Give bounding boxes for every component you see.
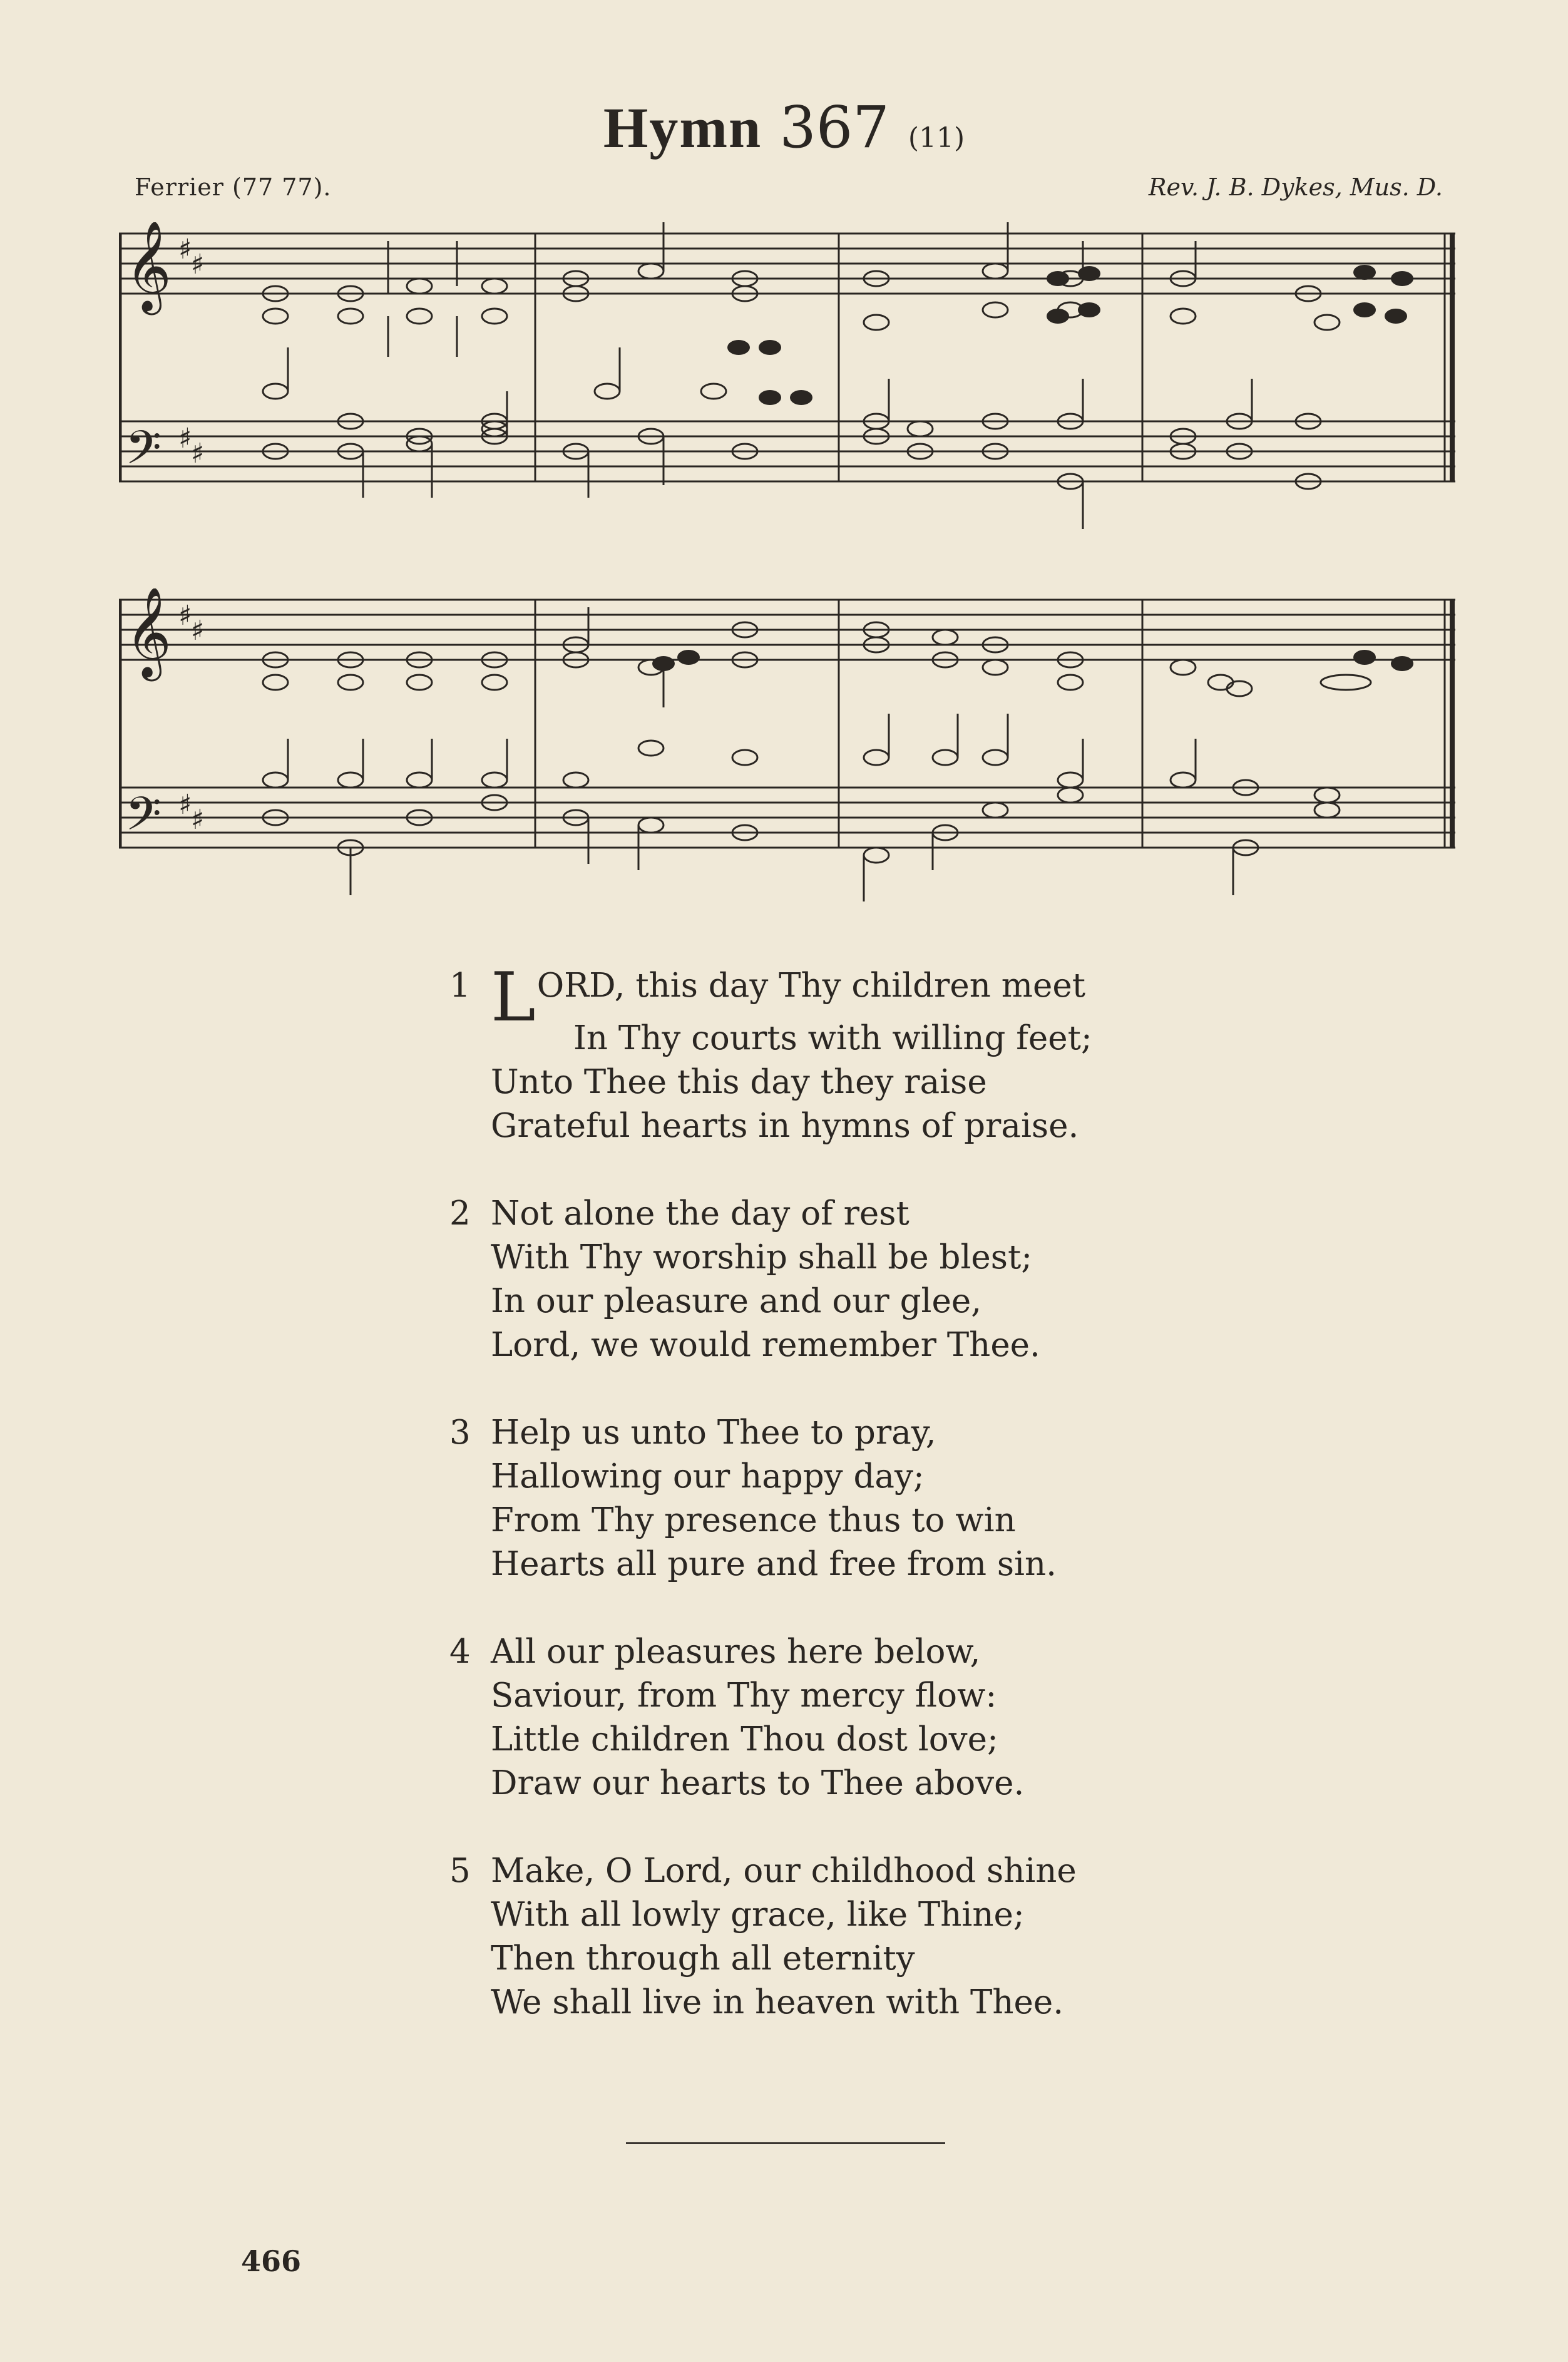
verse-line (449, 1849, 1092, 1893)
verse-line: With Thy worship shall be blest; (491, 1238, 1033, 1276)
verse-1 (449, 958, 1092, 1148)
score-system-2 (119, 588, 1455, 901)
sharp-icon: ♯ (178, 423, 192, 454)
verse-line: In our pleasure and our glee, (491, 1282, 982, 1320)
sharp-icon: ♯ (178, 234, 192, 265)
verse-number: 5 (449, 1852, 471, 1890)
verse-line (449, 1630, 1092, 1674)
hymn-heading (0, 94, 1568, 161)
verse-line (449, 958, 1092, 1037)
verse-5 (449, 1849, 1092, 2025)
verse-line-text: All our pleasures here below, (491, 1633, 981, 1671)
sharp-icon: ♯ (178, 600, 192, 632)
drop-cap: L (491, 958, 536, 1037)
hymn-verses (449, 958, 1092, 2068)
score-system-1 (119, 222, 1455, 535)
verse-line: In Thy courts with willing feet; (573, 1019, 1092, 1057)
verse-number: 2 (449, 1194, 471, 1233)
verse-line: Draw our hearts to Thee above. (491, 1764, 1025, 1802)
hymn-variant: (11) (908, 122, 965, 154)
hymn-number: 367 (779, 94, 889, 161)
bass-clef-icon: 𝄢 (125, 421, 161, 486)
verse-number: 1 (449, 967, 471, 1005)
verse-line-text: Help us unto Thee to pray, (491, 1414, 936, 1452)
music-system-2 (119, 588, 1455, 901)
verse-3 (449, 1411, 1092, 1586)
treble-clef-icon: 𝄞 (125, 222, 172, 311)
bass-clef-icon: 𝄢 (125, 787, 161, 853)
verse-line-text: Not alone the day of rest (491, 1194, 910, 1233)
verse-4 (449, 1630, 1092, 1805)
verse-number: 3 (449, 1414, 471, 1452)
music-system-1 (119, 222, 1455, 535)
treble-clef-icon: 𝄞 (125, 588, 172, 677)
sharp-icon: ♯ (191, 615, 205, 647)
sharp-icon: ♯ (191, 249, 205, 280)
verse-line: Unto Thee this day they raise (491, 1063, 987, 1101)
sharp-icon: ♯ (191, 804, 205, 836)
verse-line: Little children Thou dost love; (491, 1720, 998, 1759)
verse-line: From Thy presence thus to win (491, 1501, 1016, 1539)
verse-line: Saviour, from Thy mercy flow: (491, 1677, 997, 1715)
verse-number: 4 (449, 1633, 471, 1671)
verse-line: Hearts all pure and free from sin. (491, 1545, 1057, 1583)
page-number: 466 (241, 2244, 302, 2278)
sharp-icon: ♯ (191, 438, 205, 470)
hymn-title: Hymn (603, 96, 762, 160)
verse-line: Then through all eternity (491, 1939, 915, 1978)
verse-line: Grateful hearts in hymns of praise. (491, 1107, 1079, 1145)
verse-line-text: ORD, this day Thy children meet (536, 967, 1086, 1005)
verse-line: Hallowing our happy day; (491, 1457, 925, 1496)
verse-line (449, 1192, 1092, 1236)
verse-line: With all lowly grace, like Thine; (491, 1896, 1025, 1934)
verse-2 (449, 1192, 1092, 1367)
verse-line (449, 1411, 1092, 1455)
sharp-icon: ♯ (178, 789, 192, 821)
section-divider (626, 2142, 945, 2144)
verse-line: We shall live in heaven with Thee. (491, 1983, 1064, 2021)
verse-line-text: Make, O Lord, our childhood shine (491, 1852, 1077, 1890)
verse-line: Lord, we would remember Thee. (491, 1326, 1040, 1364)
tune-name: Ferrier (77 77). (135, 173, 332, 201)
composer-credit: Rev. J. B. Dykes, Mus. D. (1148, 173, 1443, 201)
